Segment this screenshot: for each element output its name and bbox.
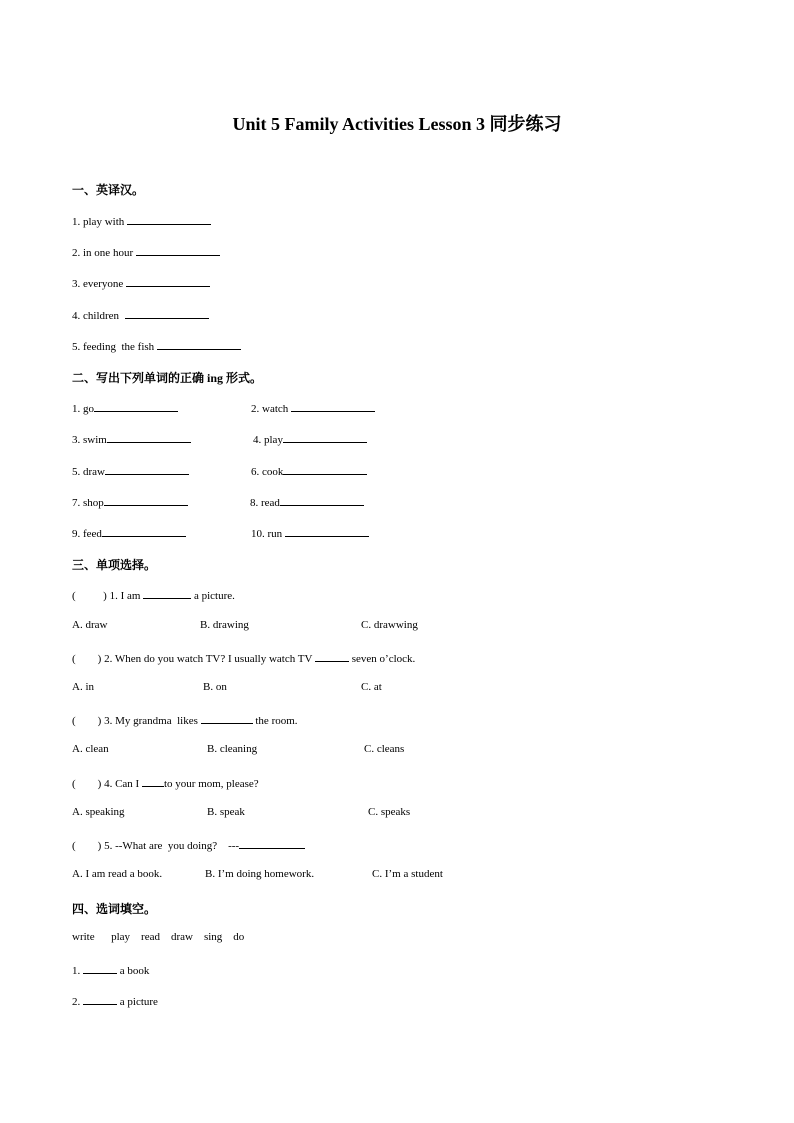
s3-q2-option-c[interactable]: C. at [361,681,382,693]
answer-blank[interactable] [83,993,117,1005]
s1-item-5-text: 5. feeding the fish [72,341,155,353]
answer-blank[interactable] [142,775,164,787]
s1-item-4 [72,307,209,322]
s2-right-2-text: 4. play [253,434,283,446]
answer-blank[interactable] [285,525,369,537]
s4-item-1 [72,962,149,977]
s2-right-4 [250,494,364,509]
s1-item-3-text: 3. everyone [72,278,124,290]
s4-item-2 [72,993,158,1008]
section3-heading: 三、单项选择。 [72,558,157,572]
s3-q3-option-a[interactable]: A. clean [72,743,109,755]
answer-blank[interactable] [104,494,188,506]
s1-item-2-text: 2. in one hour [72,247,134,259]
answer-blank[interactable] [283,463,367,475]
s2-right-5-text: 10. run [251,528,283,540]
s3-q2-option-b[interactable]: B. on [203,681,227,693]
s2-right-3-text: 6. cook [251,466,284,478]
answer-blank[interactable] [280,494,364,506]
answer-blank[interactable] [136,244,220,256]
answer-blank[interactable] [83,962,117,974]
s3-q4-post: to your mom, please? [163,778,259,790]
s1-item-4-text: 4. children [72,310,120,322]
s2-left-1 [72,400,178,415]
s3-q1-pre: ( ) 1. I am [72,590,141,602]
answer-blank[interactable] [102,525,186,537]
s3-q4-option-c[interactable]: C. speaks [368,806,411,818]
s2-left-5-text: 9. feed [72,528,102,540]
s2-right-1 [251,400,375,415]
answer-blank[interactable] [157,338,241,350]
s1-item-5 [72,338,241,353]
s1-item-2 [72,244,220,259]
s3-q3-option-c[interactable]: C. cleans [364,743,405,755]
s2-left-3 [72,463,189,478]
s2-right-4-text: 8. read [250,497,280,509]
s2-left-5 [72,525,186,540]
s2-right-5 [251,525,369,540]
s4-item-2-num: 2. [72,996,81,1008]
answer-blank[interactable] [143,587,191,599]
s3-q3-pre: ( ) 3. My grandma likes [72,715,198,727]
s3-q1-option-b[interactable]: B. drawing [200,619,249,631]
answer-blank[interactable] [126,275,210,287]
s2-right-1-text: 2. watch [251,403,289,415]
s3-q5-option-b[interactable]: B. I’m doing homework. [205,868,315,880]
s2-left-2 [72,431,191,446]
s2-left-1-text: 1. go [72,403,94,415]
answer-blank[interactable] [315,650,349,662]
s3-question-2 [72,650,415,665]
s3-question-5 [72,837,305,852]
s3-question-1 [72,587,235,602]
s3-question-3 [72,712,298,727]
answer-blank[interactable] [107,431,191,443]
answer-blank[interactable] [105,463,189,475]
page-title: Unit 5 Family Activities Lesson 3 同步练习 [232,114,562,134]
word-bank: write play read draw sing do [72,931,245,943]
s3-q1-option-a[interactable]: A. draw [72,619,108,631]
answer-blank[interactable] [127,213,211,225]
s2-left-2-text: 3. swim [72,434,107,446]
s2-right-3 [251,463,367,478]
s3-q4-pre: ( ) 4. Can I [72,778,140,790]
s3-q2-option-a[interactable]: A. in [72,681,94,693]
answer-blank[interactable] [125,307,209,319]
s2-left-4-text: 7. shop [72,497,104,509]
s1-item-1-text: 1. play with [72,216,125,228]
answer-blank[interactable] [283,431,367,443]
answer-blank[interactable] [201,712,253,724]
s2-left-3-text: 5. draw [72,466,105,478]
s4-item-2-text: a picture [119,996,158,1008]
s3-q1-option-c[interactable]: C. drawwing [361,619,418,631]
section4-heading: 四、选词填空。 [72,902,157,916]
answer-blank[interactable] [94,400,178,412]
s3-question-4 [72,775,259,790]
section2-heading: 二、写出下列单词的正确 ing 形式。 [72,371,263,385]
s3-q5-pre: ( ) 5. --What are you doing? --- [72,840,240,852]
s2-left-4 [72,494,188,509]
s3-q5-option-a[interactable]: A. I am read a book. [72,868,163,880]
s2-right-2 [253,431,367,446]
answer-blank[interactable] [291,400,375,412]
s3-q5-option-c[interactable]: C. I’m a student [372,868,443,880]
s3-q4-option-b[interactable]: B. speak [207,806,245,818]
answer-blank[interactable] [239,837,305,849]
s1-item-3 [72,275,210,290]
s4-item-1-num: 1. [72,965,81,977]
s1-item-1 [72,213,211,228]
s3-q3-option-b[interactable]: B. cleaning [207,743,258,755]
section1-heading: 一、英译汉。 [72,183,145,197]
s3-q4-option-a[interactable]: A. speaking [72,806,125,818]
s3-q1-post: a picture. [193,590,235,602]
s3-q2-pre: ( ) 2. When do you watch TV? I usually watch TV [72,653,313,665]
s3-q3-post: the room. [255,715,298,727]
s4-item-1-text: a book [119,965,150,977]
s3-q2-post: seven o’clock. [351,653,416,665]
